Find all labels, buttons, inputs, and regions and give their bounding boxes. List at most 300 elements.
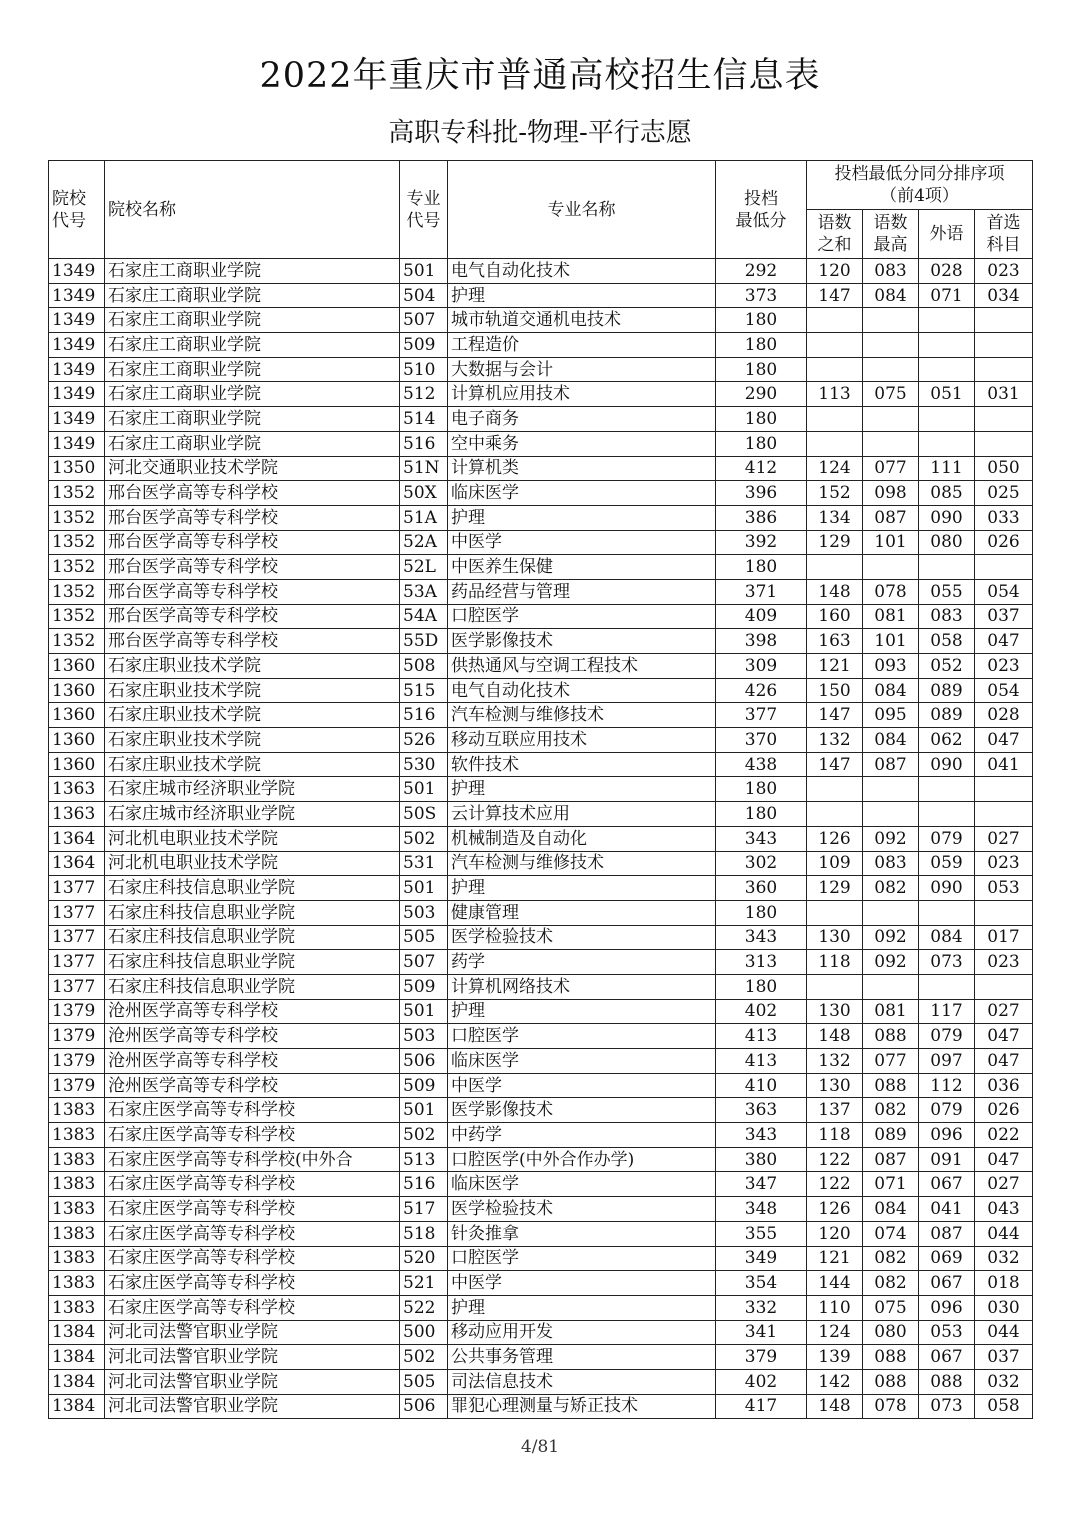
cell-cn-math-max: 098 <box>863 481 919 506</box>
cell-foreign-score <box>919 974 975 999</box>
cell-cn-math-max: 083 <box>863 851 919 876</box>
cell-school-name: 邢台医学高等专科学校 <box>105 530 400 555</box>
cell-school-name: 石家庄医学高等专科学校 <box>105 1098 400 1123</box>
cell-cn-math-sum: 124 <box>807 1320 863 1345</box>
cell-school-code: 1377 <box>49 950 105 975</box>
cell-foreign-score: 079 <box>919 1098 975 1123</box>
cell-cn-math-max <box>863 407 919 432</box>
cell-school-code: 1383 <box>49 1098 105 1123</box>
cell-major-code: 526 <box>400 728 448 753</box>
cell-major-name: 护理 <box>448 283 716 308</box>
cell-major-name: 公共事务管理 <box>448 1345 716 1370</box>
cell-school-code: 1352 <box>49 604 105 629</box>
cell-major-code: 503 <box>400 1024 448 1049</box>
cell-min-score: 180 <box>716 802 807 827</box>
cell-school-name: 石家庄工商职业学院 <box>105 357 400 382</box>
cell-min-score: 413 <box>716 1049 807 1074</box>
cell-school-code: 1383 <box>49 1197 105 1222</box>
cell-foreign-score <box>919 308 975 333</box>
cell-min-score: 396 <box>716 481 807 506</box>
cell-first-subject-score: 018 <box>975 1271 1033 1296</box>
cell-first-subject-score: 023 <box>975 654 1033 679</box>
cell-school-name: 石家庄医学高等专科学校 <box>105 1197 400 1222</box>
cell-first-subject-score <box>975 802 1033 827</box>
cell-major-name: 护理 <box>448 505 716 530</box>
cell-school-name: 石家庄职业技术学院 <box>105 752 400 777</box>
cell-major-name: 中医养生保健 <box>448 555 716 580</box>
cell-cn-math-sum: 163 <box>807 629 863 654</box>
cell-school-code: 1352 <box>49 530 105 555</box>
cell-major-name: 中医学 <box>448 1073 716 1098</box>
cell-cn-math-sum <box>807 900 863 925</box>
cell-cn-math-sum: 129 <box>807 876 863 901</box>
cell-major-code: 505 <box>400 1369 448 1394</box>
cell-major-name: 护理 <box>448 1295 716 1320</box>
cell-major-code: 512 <box>400 382 448 407</box>
cell-min-score: 380 <box>716 1147 807 1172</box>
cell-cn-math-max: 088 <box>863 1345 919 1370</box>
cell-major-code: 514 <box>400 407 448 432</box>
cell-min-score: 379 <box>716 1345 807 1370</box>
cell-first-subject-score: 033 <box>975 505 1033 530</box>
cell-cn-math-sum: 122 <box>807 1172 863 1197</box>
cell-school-code: 1383 <box>49 1172 105 1197</box>
page-number: 4/81 <box>520 1437 560 1457</box>
cell-foreign-score: 080 <box>919 530 975 555</box>
cell-school-code: 1352 <box>49 629 105 654</box>
cell-school-code: 1383 <box>49 1123 105 1148</box>
cell-first-subject-score: 047 <box>975 728 1033 753</box>
cell-school-name: 沧州医学高等专科学校 <box>105 1073 400 1098</box>
cell-foreign-score: 059 <box>919 851 975 876</box>
cell-school-code: 1349 <box>49 333 105 358</box>
cell-school-code: 1377 <box>49 974 105 999</box>
cell-first-subject-score: 034 <box>975 283 1033 308</box>
cell-foreign-score <box>919 555 975 580</box>
cell-school-name: 石家庄工商职业学院 <box>105 431 400 456</box>
cell-school-name: 河北机电职业技术学院 <box>105 851 400 876</box>
cell-first-subject-score: 044 <box>975 1320 1033 1345</box>
cell-school-code: 1350 <box>49 456 105 481</box>
cell-school-name: 河北司法警官职业学院 <box>105 1394 400 1419</box>
cell-min-score: 412 <box>716 456 807 481</box>
cell-first-subject-score: 053 <box>975 876 1033 901</box>
cell-min-score: 348 <box>716 1197 807 1222</box>
cell-major-name: 医学检验技术 <box>448 1197 716 1222</box>
cell-school-code: 1384 <box>49 1320 105 1345</box>
table-row <box>49 777 1033 802</box>
cell-cn-math-max: 093 <box>863 654 919 679</box>
cell-first-subject-score: 037 <box>975 604 1033 629</box>
cell-foreign-score <box>919 431 975 456</box>
cell-major-code: 501 <box>400 876 448 901</box>
cell-school-code: 1383 <box>49 1271 105 1296</box>
cell-cn-math-max: 089 <box>863 1123 919 1148</box>
table-row <box>49 555 1033 580</box>
cell-min-score: 392 <box>716 530 807 555</box>
cell-min-score: 373 <box>716 283 807 308</box>
cell-foreign-score <box>919 900 975 925</box>
table-row <box>49 1123 1033 1148</box>
cell-cn-math-max <box>863 308 919 333</box>
cell-first-subject-score: 025 <box>975 481 1033 506</box>
cell-foreign-score <box>919 407 975 432</box>
cell-first-subject-score <box>975 777 1033 802</box>
cell-school-code: 1377 <box>49 900 105 925</box>
cell-cn-math-max: 075 <box>863 1295 919 1320</box>
cell-school-name: 河北司法警官职业学院 <box>105 1369 400 1394</box>
cell-major-name: 电气自动化技术 <box>448 678 716 703</box>
cell-first-subject-score: 047 <box>975 629 1033 654</box>
cell-major-name: 电气自动化技术 <box>448 259 716 284</box>
cell-cn-math-sum: 113 <box>807 382 863 407</box>
cell-major-name: 机械制造及自动化 <box>448 826 716 851</box>
cell-major-name: 汽车检测与维修技术 <box>448 703 716 728</box>
cell-major-code: 501 <box>400 777 448 802</box>
cell-foreign-score: 062 <box>919 728 975 753</box>
cell-school-code: 1379 <box>49 1073 105 1098</box>
header-cn-math-sum: 语数 之和 <box>807 210 863 259</box>
cell-school-name: 石家庄科技信息职业学院 <box>105 925 400 950</box>
cell-min-score: 410 <box>716 1073 807 1098</box>
cell-major-name: 健康管理 <box>448 900 716 925</box>
header-tiebreak-group: 投档最低分同分排序项 （前4项） <box>807 161 1033 210</box>
cell-cn-math-max: 092 <box>863 925 919 950</box>
table-row <box>49 308 1033 333</box>
cell-school-name: 邢台医学高等专科学校 <box>105 604 400 629</box>
cell-major-name: 移动互联应用技术 <box>448 728 716 753</box>
cell-cn-math-sum: 122 <box>807 1147 863 1172</box>
cell-cn-math-sum: 160 <box>807 604 863 629</box>
cell-first-subject-score: 032 <box>975 1246 1033 1271</box>
table-row <box>49 900 1033 925</box>
cell-cn-math-sum: 134 <box>807 505 863 530</box>
table-row <box>49 654 1033 679</box>
table-row <box>49 629 1033 654</box>
cell-min-score: 386 <box>716 505 807 530</box>
cell-school-code: 1363 <box>49 802 105 827</box>
cell-school-name: 沧州医学高等专科学校 <box>105 999 400 1024</box>
table-row <box>49 851 1033 876</box>
cell-major-code: 52A <box>400 530 448 555</box>
cell-min-score: 180 <box>716 357 807 382</box>
cell-school-name: 邢台医学高等专科学校 <box>105 579 400 604</box>
cell-cn-math-sum: 147 <box>807 703 863 728</box>
cell-foreign-score: 096 <box>919 1123 975 1148</box>
cell-cn-math-sum <box>807 777 863 802</box>
cell-school-name: 石家庄医学高等专科学校 <box>105 1246 400 1271</box>
cell-foreign-score: 112 <box>919 1073 975 1098</box>
cell-major-name: 针灸推拿 <box>448 1221 716 1246</box>
cell-foreign-score: 083 <box>919 604 975 629</box>
admission-table <box>48 160 1033 1419</box>
cell-school-code: 1377 <box>49 876 105 901</box>
cell-school-name: 石家庄工商职业学院 <box>105 259 400 284</box>
cell-cn-math-sum: 124 <box>807 456 863 481</box>
cell-school-name: 石家庄工商职业学院 <box>105 333 400 358</box>
cell-school-name: 石家庄科技信息职业学院 <box>105 876 400 901</box>
cell-cn-math-max: 101 <box>863 629 919 654</box>
cell-first-subject-score <box>975 357 1033 382</box>
cell-major-name: 计算机应用技术 <box>448 382 716 407</box>
cell-school-code: 1384 <box>49 1369 105 1394</box>
cell-foreign-score: 071 <box>919 283 975 308</box>
cell-major-code: 516 <box>400 703 448 728</box>
table-row <box>49 1197 1033 1222</box>
cell-school-name: 石家庄工商职业学院 <box>105 308 400 333</box>
cell-min-score: 302 <box>716 851 807 876</box>
cell-school-code: 1379 <box>49 999 105 1024</box>
cell-school-code: 1349 <box>49 382 105 407</box>
cell-major-code: 504 <box>400 283 448 308</box>
cell-first-subject-score: 037 <box>975 1345 1033 1370</box>
cell-cn-math-max: 084 <box>863 1197 919 1222</box>
cell-cn-math-max: 082 <box>863 1271 919 1296</box>
cell-first-subject-score: 031 <box>975 382 1033 407</box>
cell-foreign-score: 088 <box>919 1369 975 1394</box>
cell-cn-math-sum: 110 <box>807 1295 863 1320</box>
cell-cn-math-sum: 130 <box>807 1073 863 1098</box>
table-row <box>49 678 1033 703</box>
cell-cn-math-sum: 150 <box>807 678 863 703</box>
cell-min-score: 355 <box>716 1221 807 1246</box>
cell-foreign-score: 117 <box>919 999 975 1024</box>
cell-major-code: 513 <box>400 1147 448 1172</box>
cell-first-subject-score <box>975 308 1033 333</box>
cell-school-name: 邢台医学高等专科学校 <box>105 505 400 530</box>
cell-cn-math-max: 084 <box>863 678 919 703</box>
header-foreign: 外语 <box>919 210 975 259</box>
table-row <box>49 1024 1033 1049</box>
cell-major-code: 503 <box>400 900 448 925</box>
table-row <box>49 1345 1033 1370</box>
cell-school-code: 1360 <box>49 728 105 753</box>
cell-cn-math-sum <box>807 802 863 827</box>
cell-foreign-score: 079 <box>919 1024 975 1049</box>
header-cn-math-max: 语数 最高 <box>863 210 919 259</box>
cell-major-name: 药学 <box>448 950 716 975</box>
cell-cn-math-sum: 147 <box>807 752 863 777</box>
cell-min-score: 180 <box>716 407 807 432</box>
cell-foreign-score: 089 <box>919 678 975 703</box>
cell-foreign-score: 067 <box>919 1345 975 1370</box>
cell-school-name: 邢台医学高等专科学校 <box>105 555 400 580</box>
cell-min-score: 180 <box>716 777 807 802</box>
cell-first-subject-score: 023 <box>975 851 1033 876</box>
cell-major-code: 509 <box>400 333 448 358</box>
cell-foreign-score: 053 <box>919 1320 975 1345</box>
cell-first-subject-score: 044 <box>975 1221 1033 1246</box>
cell-major-code: 521 <box>400 1271 448 1296</box>
cell-cn-math-sum <box>807 407 863 432</box>
cell-major-code: 520 <box>400 1246 448 1271</box>
cell-foreign-score: 090 <box>919 876 975 901</box>
table-row <box>49 357 1033 382</box>
cell-min-score: 354 <box>716 1271 807 1296</box>
cell-major-name: 药品经营与管理 <box>448 579 716 604</box>
cell-foreign-score: 097 <box>919 1049 975 1074</box>
cell-major-code: 506 <box>400 1394 448 1419</box>
header-school-name: 院校名称 <box>105 161 400 259</box>
cell-cn-math-max: 078 <box>863 579 919 604</box>
cell-school-name: 石家庄科技信息职业学院 <box>105 950 400 975</box>
header-first-subject: 首选 科目 <box>975 210 1033 259</box>
page-title: 2022年重庆市普通高校招生信息表 <box>259 56 821 96</box>
cell-major-name: 大数据与会计 <box>448 357 716 382</box>
cell-foreign-score: 069 <box>919 1246 975 1271</box>
cell-first-subject-score <box>975 555 1033 580</box>
cell-school-name: 石家庄职业技术学院 <box>105 728 400 753</box>
cell-min-score: 377 <box>716 703 807 728</box>
cell-school-code: 1349 <box>49 283 105 308</box>
cell-school-code: 1379 <box>49 1049 105 1074</box>
cell-major-name: 汽车检测与维修技术 <box>448 851 716 876</box>
cell-cn-math-sum: 130 <box>807 925 863 950</box>
table-row <box>49 431 1033 456</box>
cell-first-subject-score: 041 <box>975 752 1033 777</box>
table-row <box>49 974 1033 999</box>
cell-school-code: 1383 <box>49 1147 105 1172</box>
cell-major-code: 501 <box>400 1098 448 1123</box>
cell-major-code: 50X <box>400 481 448 506</box>
cell-school-code: 1383 <box>49 1246 105 1271</box>
cell-cn-math-sum: 129 <box>807 530 863 555</box>
cell-school-name: 石家庄科技信息职业学院 <box>105 974 400 999</box>
cell-cn-math-sum: 126 <box>807 1197 863 1222</box>
cell-foreign-score: 041 <box>919 1197 975 1222</box>
cell-cn-math-max: 088 <box>863 1369 919 1394</box>
table-row <box>49 925 1033 950</box>
cell-major-name: 口腔医学 <box>448 1024 716 1049</box>
cell-cn-math-max <box>863 555 919 580</box>
cell-major-name: 供热通风与空调工程技术 <box>448 654 716 679</box>
cell-cn-math-max: 092 <box>863 826 919 851</box>
cell-first-subject-score: 047 <box>975 1147 1033 1172</box>
cell-foreign-score: 096 <box>919 1295 975 1320</box>
table-row <box>49 1098 1033 1123</box>
cell-cn-math-max: 081 <box>863 604 919 629</box>
cell-cn-math-sum: 148 <box>807 1024 863 1049</box>
cell-cn-math-sum: 126 <box>807 826 863 851</box>
cell-cn-math-sum <box>807 333 863 358</box>
cell-major-code: 516 <box>400 431 448 456</box>
cell-major-code: 51A <box>400 505 448 530</box>
table-row <box>49 752 1033 777</box>
cell-major-code: 522 <box>400 1295 448 1320</box>
cell-first-subject-score: 054 <box>975 579 1033 604</box>
cell-school-code: 1364 <box>49 851 105 876</box>
cell-first-subject-score: 028 <box>975 703 1033 728</box>
cell-school-name: 石家庄工商职业学院 <box>105 382 400 407</box>
cell-min-score: 417 <box>716 1394 807 1419</box>
cell-cn-math-max <box>863 777 919 802</box>
cell-school-name: 沧州医学高等专科学校 <box>105 1049 400 1074</box>
cell-foreign-score: 073 <box>919 950 975 975</box>
cell-major-name: 口腔医学 <box>448 604 716 629</box>
cell-min-score: 371 <box>716 579 807 604</box>
cell-cn-math-max: 074 <box>863 1221 919 1246</box>
cell-major-name: 中医学 <box>448 1271 716 1296</box>
cell-cn-math-max <box>863 900 919 925</box>
cell-major-code: 52L <box>400 555 448 580</box>
cell-cn-math-max: 095 <box>863 703 919 728</box>
cell-foreign-score: 091 <box>919 1147 975 1172</box>
cell-school-name: 石家庄医学高等专科学校(中外合 <box>105 1147 400 1172</box>
cell-cn-math-sum: 118 <box>807 1123 863 1148</box>
cell-major-name: 移动应用开发 <box>448 1320 716 1345</box>
table-row <box>49 579 1033 604</box>
cell-cn-math-max: 081 <box>863 999 919 1024</box>
cell-major-code: 55D <box>400 629 448 654</box>
cell-cn-math-max: 082 <box>863 876 919 901</box>
cell-major-code: 51N <box>400 456 448 481</box>
cell-foreign-score: 073 <box>919 1394 975 1419</box>
cell-school-code: 1360 <box>49 703 105 728</box>
cell-school-code: 1349 <box>49 431 105 456</box>
cell-major-code: 517 <box>400 1197 448 1222</box>
cell-major-code: 509 <box>400 974 448 999</box>
cell-cn-math-max: 087 <box>863 505 919 530</box>
cell-min-score: 409 <box>716 604 807 629</box>
cell-major-code: 50S <box>400 802 448 827</box>
cell-cn-math-max: 083 <box>863 259 919 284</box>
table-row <box>49 1394 1033 1419</box>
table-row <box>49 703 1033 728</box>
table-row <box>49 259 1033 284</box>
cell-cn-math-sum: 121 <box>807 654 863 679</box>
cell-cn-math-sum: 118 <box>807 950 863 975</box>
cell-min-score: 398 <box>716 629 807 654</box>
cell-min-score: 343 <box>716 1123 807 1148</box>
cell-foreign-score: 055 <box>919 579 975 604</box>
cell-major-code: 502 <box>400 1345 448 1370</box>
cell-major-code: 501 <box>400 259 448 284</box>
cell-school-name: 石家庄医学高等专科学校 <box>105 1221 400 1246</box>
cell-foreign-score: 087 <box>919 1221 975 1246</box>
cell-first-subject-score: 043 <box>975 1197 1033 1222</box>
cell-cn-math-max: 077 <box>863 1049 919 1074</box>
cell-major-code: 530 <box>400 752 448 777</box>
cell-cn-math-sum: 147 <box>807 283 863 308</box>
cell-min-score: 180 <box>716 308 807 333</box>
cell-foreign-score <box>919 802 975 827</box>
table-row <box>49 481 1033 506</box>
cell-school-code: 1377 <box>49 925 105 950</box>
table-row <box>49 1271 1033 1296</box>
cell-school-code: 1384 <box>49 1345 105 1370</box>
header-major-name: 专业名称 <box>448 161 716 259</box>
table-row <box>49 1073 1033 1098</box>
cell-cn-math-max <box>863 974 919 999</box>
cell-first-subject-score: 027 <box>975 826 1033 851</box>
cell-min-score: 290 <box>716 382 807 407</box>
cell-first-subject-score: 050 <box>975 456 1033 481</box>
cell-cn-math-sum: 148 <box>807 1394 863 1419</box>
cell-min-score: 343 <box>716 925 807 950</box>
table-row <box>49 1172 1033 1197</box>
cell-cn-math-max: 084 <box>863 728 919 753</box>
header-major-code: 专业 代号 <box>400 161 448 259</box>
cell-school-code: 1384 <box>49 1394 105 1419</box>
cell-first-subject-score: 023 <box>975 259 1033 284</box>
cell-cn-math-max: 077 <box>863 456 919 481</box>
cell-foreign-score: 052 <box>919 654 975 679</box>
cell-major-code: 518 <box>400 1221 448 1246</box>
cell-school-name: 河北交通职业技术学院 <box>105 456 400 481</box>
table-row <box>49 1320 1033 1345</box>
cell-cn-math-max: 082 <box>863 1098 919 1123</box>
cell-school-code: 1383 <box>49 1295 105 1320</box>
